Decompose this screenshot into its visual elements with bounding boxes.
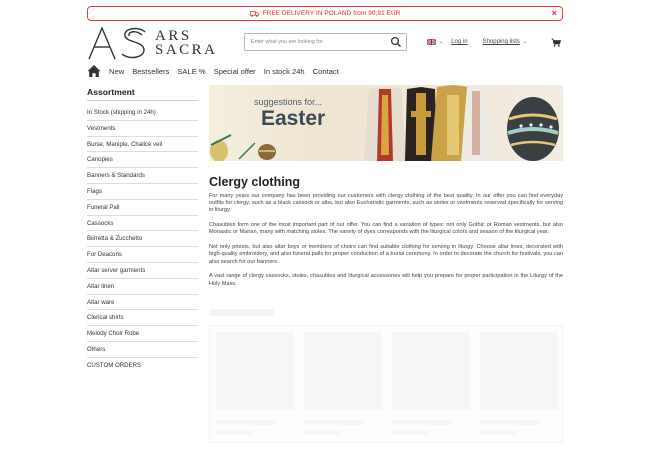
store-logo[interactable] xyxy=(87,26,227,60)
product-name-placeholder xyxy=(480,420,540,425)
search-box xyxy=(244,33,407,51)
logo-monogram xyxy=(87,26,149,60)
category-sidebar xyxy=(87,87,198,374)
shopping-lists-caret[interactable]: ⌄ xyxy=(522,39,528,45)
search-icon[interactable] xyxy=(390,36,402,48)
description-paragraph: A vast range of clergy cassocks, stoles, chasubles and liturgical accessories will help you prepare for proper participation in the Liturgy of the Holy Mass. xyxy=(209,273,563,287)
product-price-placeholder xyxy=(304,430,342,435)
close-icon[interactable]: × xyxy=(551,8,557,18)
logo-word-sacra: SACRA xyxy=(155,42,218,58)
logo-word-ars: ARS xyxy=(155,28,192,44)
category-item[interactable]: Vestments xyxy=(87,121,198,137)
products-heading-placeholder xyxy=(209,309,275,316)
description-paragraph: Not only priests, but also altar boys or members of choirs can find suitable clothing for serving in liturgy. Choose altar lines, decorated with high-quality embroidery, and also funeral palls for proper conduction of a burial ceremony. In order to decorate the church for festivals, you can also search for our banners. xyxy=(209,244,563,265)
category-item[interactable]: Cassocks xyxy=(87,216,198,232)
category-item[interactable]: Banners & Standards xyxy=(87,168,198,184)
free-delivery-banner xyxy=(87,6,563,21)
nav-bestsellers[interactable]: Bestsellers xyxy=(132,66,170,76)
category-item[interactable]: CUSTOM ORDERS xyxy=(87,361,142,369)
category-item[interactable]: For Deacons xyxy=(87,247,198,263)
product-price-placeholder xyxy=(480,430,518,435)
search-input[interactable] xyxy=(245,35,383,49)
main-nav xyxy=(87,64,347,78)
sidebar-title: Assortment xyxy=(87,87,198,101)
category-item[interactable]: Others xyxy=(87,342,198,358)
description-paragraph: For many years our company has been providing our customers with clergy clothing of the best quality. In our offer you can find everyday outfits for clergy, such as a black cassock or albs, but also Eucharistic garments, such as stoles or vestments reserved specifically for serving in liturgy. xyxy=(209,193,563,214)
banner-subtitle: suggestions for... xyxy=(254,97,323,107)
category-item[interactable]: Altar linen xyxy=(87,279,198,295)
category-item[interactable]: Funeral Pall xyxy=(87,200,198,216)
product-grid-placeholder xyxy=(209,325,563,443)
language-dropdown-caret[interactable]: ⌄ xyxy=(439,39,444,45)
product-card-placeholder xyxy=(304,332,382,410)
category-item[interactable]: Canopies xyxy=(87,152,198,168)
product-price-placeholder xyxy=(216,430,254,435)
category-item[interactable]: Clerical shirts xyxy=(87,310,198,326)
product-card-placeholder xyxy=(392,332,470,410)
product-card-placeholder xyxy=(480,332,558,410)
easter-promo-banner[interactable] xyxy=(209,85,563,161)
category-item[interactable]: In Stock (shipping in 24h) xyxy=(87,105,198,121)
product-card-placeholder xyxy=(216,332,294,410)
product-name-placeholder xyxy=(304,420,364,425)
category-description xyxy=(209,193,563,295)
login-link[interactable]: Log in xyxy=(451,39,468,45)
nav-new[interactable]: New xyxy=(109,66,125,76)
category-item[interactable]: Altar ware xyxy=(87,295,198,311)
header-tools xyxy=(427,37,561,47)
category-item[interactable]: Altar server garments xyxy=(87,263,198,279)
category-item[interactable]: Melody Choir Robe xyxy=(87,326,198,342)
cart-icon[interactable] xyxy=(551,38,561,47)
truck-icon xyxy=(250,11,259,17)
category-item[interactable]: Burse, Maniple, Chalice veil xyxy=(87,137,198,153)
logo-wordmark xyxy=(155,29,218,57)
shopping-lists-label: Shopping lists xyxy=(482,39,520,45)
product-name-placeholder xyxy=(216,420,276,425)
home-icon[interactable] xyxy=(87,64,101,78)
category-item[interactable]: Flags xyxy=(87,184,198,200)
page-title: Clergy clothing xyxy=(209,175,300,189)
nav-sale[interactable]: SALE % xyxy=(177,66,206,76)
banner-title: Easter xyxy=(261,107,326,130)
nav-contact[interactable]: Contact xyxy=(312,66,339,76)
shopping-lists-link[interactable] xyxy=(483,39,520,45)
product-name-placeholder xyxy=(392,420,452,425)
product-price-placeholder xyxy=(392,430,430,435)
uk-flag-icon[interactable] xyxy=(427,39,436,45)
free-delivery-text: FREE DELIVERY IN POLAND from 90,91 EUR xyxy=(262,10,401,17)
category-item[interactable]: Biirretta & Zucchetto xyxy=(87,231,198,247)
description-paragraph: Chasubles form one of the most important part of our offer. You can find a variation of types: not only Gothic or Roman vestments, but also Monastic or Marian, many with matching stoles. The variety of dyes corresponds with the liturgical colors and season of the liturgical year. xyxy=(209,222,563,236)
category-list xyxy=(87,105,198,374)
nav-special-offer[interactable]: Special offer xyxy=(213,66,256,76)
nav-in-stock[interactable]: In stock 24h xyxy=(263,66,305,76)
